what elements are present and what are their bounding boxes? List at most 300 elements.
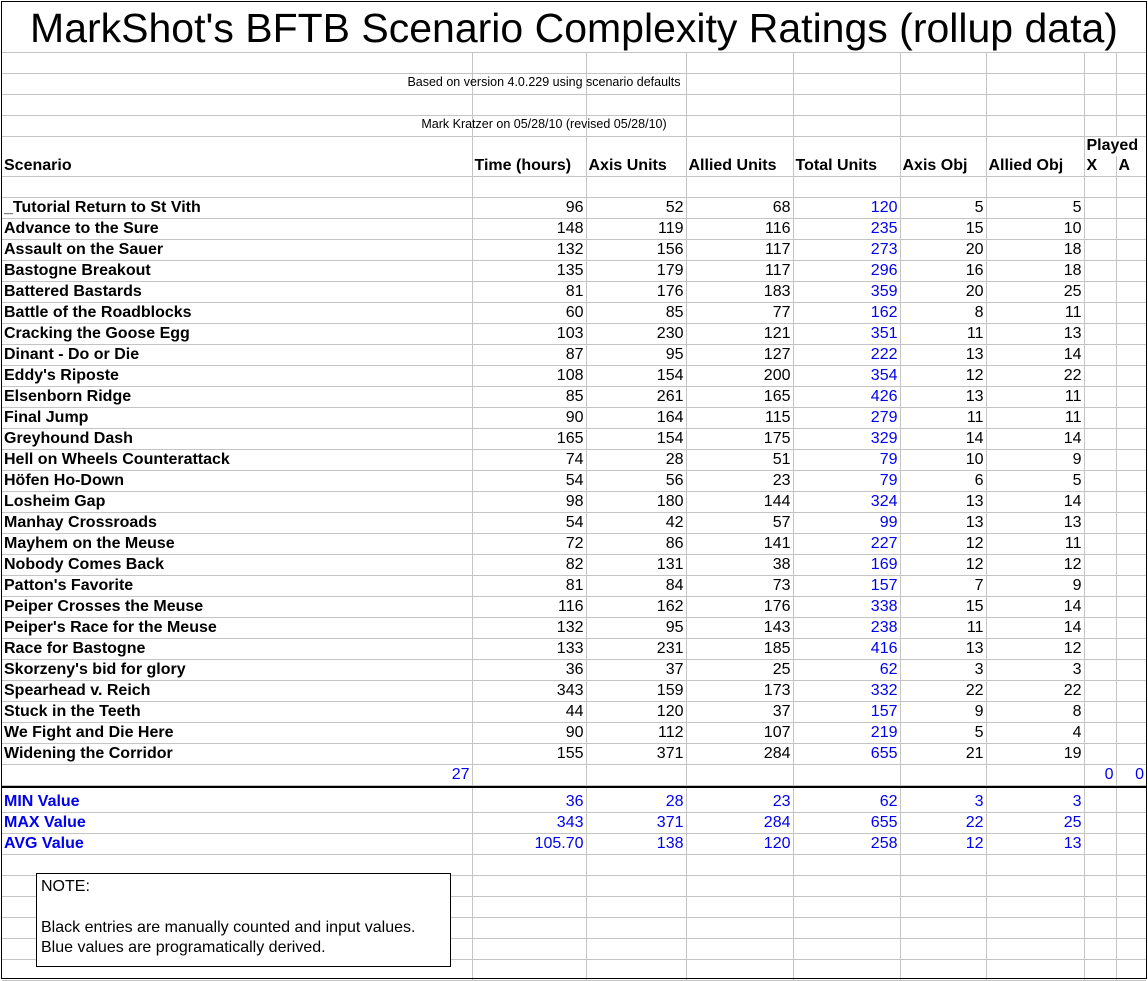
allied-units: 173	[686, 681, 793, 702]
played-a-cell	[1116, 555, 1146, 576]
empty-cell	[472, 959, 586, 980]
empty-cell	[686, 896, 793, 917]
axis-obj: 6	[900, 471, 986, 492]
allied-obj: 14	[986, 492, 1084, 513]
played-a-cell	[1116, 240, 1146, 261]
empty-cell	[2, 854, 472, 875]
time-hours: 155	[472, 744, 586, 765]
time-hours: 74	[472, 450, 586, 471]
empty-cell	[1116, 812, 1146, 833]
empty-cell	[793, 959, 900, 980]
axis-obj: 12	[900, 366, 986, 387]
axis-units: 95	[586, 618, 686, 639]
allied-units: 141	[686, 534, 793, 555]
allied-units: 165	[686, 387, 793, 408]
axis-units: 112	[586, 723, 686, 744]
played-a-cell	[1116, 324, 1146, 345]
total-units: 235	[793, 219, 900, 240]
header-total-units: Total Units	[793, 156, 900, 177]
stat-total-units: 655	[793, 812, 900, 833]
axis-obj: 12	[900, 534, 986, 555]
allied-obj: 8	[986, 702, 1084, 723]
allied-obj: 9	[986, 576, 1084, 597]
axis-units: 176	[586, 282, 686, 303]
scenario-name: Elsenborn Ridge	[2, 387, 472, 408]
stat-label: AVG Value	[2, 833, 472, 854]
table-row	[2, 366, 1146, 387]
stat-time: 343	[472, 812, 586, 833]
empty-cell	[686, 938, 793, 959]
table-row	[2, 576, 1146, 597]
total-units: 279	[793, 408, 900, 429]
empty-cell	[586, 875, 686, 896]
played-a-cell	[1116, 261, 1146, 282]
axis-obj: 13	[900, 387, 986, 408]
total-units: 655	[793, 744, 900, 765]
empty-cell	[586, 765, 686, 786]
axis-obj: 20	[900, 282, 986, 303]
axis-units: 180	[586, 492, 686, 513]
header-played-x: X	[1084, 156, 1116, 177]
played-x-cell	[1084, 387, 1116, 408]
axis-obj: 13	[900, 492, 986, 513]
time-hours: 54	[472, 513, 586, 534]
empty-cell	[1084, 854, 1116, 875]
allied-units: 175	[686, 429, 793, 450]
axis-obj: 5	[900, 198, 986, 219]
table-row	[2, 681, 1146, 702]
allied-units: 284	[686, 744, 793, 765]
stat-axis-obj: 22	[900, 812, 986, 833]
stat-label: MIN Value	[2, 792, 472, 813]
empty-cell	[793, 917, 900, 938]
empty-cell	[1116, 896, 1146, 917]
scenario-name: Cracking the Goose Egg	[2, 324, 472, 345]
axis-obj: 22	[900, 681, 986, 702]
axis-units: 162	[586, 597, 686, 618]
played-x-count: 0	[1084, 765, 1116, 786]
stats-row	[2, 792, 1146, 813]
allied-obj: 22	[986, 681, 1084, 702]
allied-obj: 5	[986, 198, 1084, 219]
total-units: 324	[793, 492, 900, 513]
stat-axis-obj: 12	[900, 833, 986, 854]
table-row	[2, 303, 1146, 324]
time-hours: 85	[472, 387, 586, 408]
axis-units: 154	[586, 429, 686, 450]
allied-units: 107	[686, 723, 793, 744]
axis-obj: 21	[900, 744, 986, 765]
stat-axis-units: 28	[586, 792, 686, 813]
table-row	[2, 555, 1146, 576]
played-x-cell	[1084, 450, 1116, 471]
played-a-cell	[1116, 744, 1146, 765]
played-x-cell	[1084, 345, 1116, 366]
author-line: Mark Kratzer on 05/28/10 (revised 05/28/10)	[421, 117, 667, 131]
empty-cell	[472, 875, 586, 896]
stats-separator	[1, 786, 1146, 788]
empty-cell	[986, 854, 1084, 875]
table-row	[2, 660, 1146, 681]
played-x-cell	[1084, 702, 1116, 723]
total-units: 169	[793, 555, 900, 576]
version-note: Based on version 4.0.229 using scenario defaults	[407, 75, 681, 89]
time-hours: 72	[472, 534, 586, 555]
empty-cell	[472, 765, 586, 786]
axis-obj: 20	[900, 240, 986, 261]
allied-units: 68	[686, 198, 793, 219]
allied-units: 115	[686, 408, 793, 429]
played-x-cell	[1084, 555, 1116, 576]
played-x-cell	[1084, 639, 1116, 660]
played-x-cell	[1084, 534, 1116, 555]
total-units: 99	[793, 513, 900, 534]
empty-cell	[686, 854, 793, 875]
played-x-cell	[1084, 597, 1116, 618]
table-row	[2, 240, 1146, 261]
allied-obj: 14	[986, 597, 1084, 618]
allied-units: 38	[686, 555, 793, 576]
table-row	[2, 744, 1146, 765]
sheet-title: MarkShot's BFTB Scenario Complexity Ratings (rollup data)	[30, 5, 1118, 51]
time-hours: 132	[472, 618, 586, 639]
axis-units: 85	[586, 303, 686, 324]
scenario-name: Bastogne Breakout	[2, 261, 472, 282]
empty-cell	[586, 938, 686, 959]
played-a-cell	[1116, 492, 1146, 513]
total-units: 219	[793, 723, 900, 744]
table-row	[2, 429, 1146, 450]
allied-units: 73	[686, 576, 793, 597]
allied-obj: 11	[986, 303, 1084, 324]
header-scenario: Scenario	[2, 156, 472, 177]
stat-allied-units: 284	[686, 812, 793, 833]
allied-obj: 22	[986, 366, 1084, 387]
table-row	[2, 618, 1146, 639]
table-row	[2, 471, 1146, 492]
empty-cell	[686, 765, 793, 786]
empty-cell	[686, 875, 793, 896]
empty-cell	[1084, 938, 1116, 959]
total-units: 120	[793, 198, 900, 219]
empty-cell	[1116, 938, 1146, 959]
empty-cell	[1084, 875, 1116, 896]
scenario-name: _Tutorial Return to St Vith	[2, 198, 472, 219]
scenario-name: Manhay Crossroads	[2, 513, 472, 534]
axis-obj: 15	[900, 219, 986, 240]
stat-allied-units: 120	[686, 833, 793, 854]
scenario-name: Spearhead v. Reich	[2, 681, 472, 702]
axis-units: 231	[586, 639, 686, 660]
empty-cell	[986, 765, 1084, 786]
total-units: 273	[793, 240, 900, 261]
scenario-name: Losheim Gap	[2, 492, 472, 513]
empty-cell	[1116, 875, 1146, 896]
scenario-name: Höfen Ho-Down	[2, 471, 472, 492]
table-row	[2, 492, 1146, 513]
scenario-name: Battle of the Roadblocks	[2, 303, 472, 324]
axis-units: 52	[586, 198, 686, 219]
total-units: 79	[793, 471, 900, 492]
axis-obj: 13	[900, 345, 986, 366]
axis-obj: 5	[900, 723, 986, 744]
header-time: Time (hours)	[472, 156, 586, 177]
time-hours: 108	[472, 366, 586, 387]
total-units: 359	[793, 282, 900, 303]
scenario-name: Eddy's Riposte	[2, 366, 472, 387]
played-a-cell	[1116, 387, 1146, 408]
stats-row	[2, 833, 1146, 854]
played-a-cell	[1116, 681, 1146, 702]
table-row	[2, 513, 1146, 534]
played-a-cell	[1116, 723, 1146, 744]
allied-obj: 11	[986, 534, 1084, 555]
time-hours: 81	[472, 282, 586, 303]
axis-units: 371	[586, 744, 686, 765]
empty-cell	[472, 896, 586, 917]
played-x-cell	[1084, 366, 1116, 387]
scenario-name: Stuck in the Teeth	[2, 702, 472, 723]
empty-cell	[986, 875, 1084, 896]
played-a-cell	[1116, 429, 1146, 450]
empty-cell	[1084, 833, 1116, 854]
empty-cell	[586, 896, 686, 917]
played-a-cell	[1116, 282, 1146, 303]
allied-obj: 14	[986, 429, 1084, 450]
time-hours: 103	[472, 324, 586, 345]
allied-units: 37	[686, 702, 793, 723]
axis-units: 86	[586, 534, 686, 555]
played-a-cell	[1116, 345, 1146, 366]
axis-units: 131	[586, 555, 686, 576]
axis-obj: 8	[900, 303, 986, 324]
empty-cell	[686, 959, 793, 980]
axis-units: 230	[586, 324, 686, 345]
axis-obj: 7	[900, 576, 986, 597]
time-hours: 133	[472, 639, 586, 660]
total-units: 296	[793, 261, 900, 282]
time-hours: 148	[472, 219, 586, 240]
stat-allied-obj: 25	[986, 812, 1084, 833]
scenario-count: 27	[2, 765, 472, 786]
time-hours: 96	[472, 198, 586, 219]
axis-obj: 16	[900, 261, 986, 282]
total-units: 162	[793, 303, 900, 324]
empty-cell	[1116, 917, 1146, 938]
stat-total-units: 62	[793, 792, 900, 813]
allied-units: 143	[686, 618, 793, 639]
table-row	[2, 261, 1146, 282]
allied-obj: 3	[986, 660, 1084, 681]
played-a-cell	[1116, 660, 1146, 681]
axis-units: 28	[586, 450, 686, 471]
empty-cell	[900, 938, 986, 959]
played-a-cell	[1116, 198, 1146, 219]
total-units: 157	[793, 702, 900, 723]
played-x-cell	[1084, 618, 1116, 639]
scenario-name: Advance to the Sure	[2, 219, 472, 240]
played-x-cell	[1084, 681, 1116, 702]
time-hours: 87	[472, 345, 586, 366]
played-x-cell	[1084, 660, 1116, 681]
time-hours: 90	[472, 408, 586, 429]
played-a-cell	[1116, 597, 1146, 618]
time-hours: 44	[472, 702, 586, 723]
axis-units: 261	[586, 387, 686, 408]
axis-obj: 11	[900, 408, 986, 429]
allied-units: 23	[686, 471, 793, 492]
header-played-a: A	[1116, 156, 1146, 177]
allied-units: 25	[686, 660, 793, 681]
allied-obj: 12	[986, 639, 1084, 660]
scenario-name: Patton's Favorite	[2, 576, 472, 597]
stat-axis-obj: 3	[900, 792, 986, 813]
total-units: 329	[793, 429, 900, 450]
allied-units: 127	[686, 345, 793, 366]
stat-allied-units: 23	[686, 792, 793, 813]
note-heading: NOTE:	[41, 878, 90, 895]
axis-units: 56	[586, 471, 686, 492]
axis-units: 164	[586, 408, 686, 429]
table-row	[2, 219, 1146, 240]
total-units: 354	[793, 366, 900, 387]
played-x-cell	[1084, 324, 1116, 345]
allied-units: 116	[686, 219, 793, 240]
table-row	[2, 723, 1146, 744]
stat-axis-units: 138	[586, 833, 686, 854]
time-hours: 82	[472, 555, 586, 576]
empty-cell	[1116, 854, 1146, 875]
played-a-cell	[1116, 576, 1146, 597]
allied-obj: 14	[986, 618, 1084, 639]
table-row	[2, 198, 1146, 219]
played-a-cell	[1116, 366, 1146, 387]
scenario-name: Peiper Crosses the Meuse	[2, 597, 472, 618]
table-row	[2, 387, 1146, 408]
stat-allied-obj: 13	[986, 833, 1084, 854]
played-a-cell	[1116, 303, 1146, 324]
allied-obj: 11	[986, 387, 1084, 408]
played-a-cell	[1116, 219, 1146, 240]
played-x-cell	[1084, 723, 1116, 744]
played-a-cell	[1116, 471, 1146, 492]
total-units: 222	[793, 345, 900, 366]
played-x-cell	[1084, 219, 1116, 240]
played-a-cell	[1116, 408, 1146, 429]
note-line-2: Blue values are programatically derived.	[41, 939, 326, 956]
played-x-cell	[1084, 429, 1116, 450]
time-hours: 116	[472, 597, 586, 618]
allied-obj: 14	[986, 345, 1084, 366]
filler-row	[2, 854, 1146, 875]
header-allied-obj: Allied Obj	[986, 156, 1084, 177]
table-row	[2, 345, 1146, 366]
time-hours: 98	[472, 492, 586, 513]
scenario-name: Final Jump	[2, 408, 472, 429]
allied-units: 117	[686, 240, 793, 261]
empty-cell	[1116, 959, 1146, 980]
played-a-cell	[1116, 534, 1146, 555]
allied-obj: 10	[986, 219, 1084, 240]
allied-units: 185	[686, 639, 793, 660]
stat-label: MAX Value	[2, 812, 472, 833]
played-a-cell	[1116, 618, 1146, 639]
scenario-table	[2, 136, 1146, 981]
time-hours: 135	[472, 261, 586, 282]
empty-cell	[900, 917, 986, 938]
axis-obj: 14	[900, 429, 986, 450]
total-units: 62	[793, 660, 900, 681]
empty-cell	[472, 938, 586, 959]
played-a-cell	[1116, 639, 1146, 660]
played-a-cell	[1116, 450, 1146, 471]
axis-obj: 10	[900, 450, 986, 471]
empty-cell	[686, 917, 793, 938]
empty-cell	[900, 875, 986, 896]
table-row	[2, 534, 1146, 555]
empty-cell	[793, 765, 900, 786]
empty-cell	[1116, 792, 1146, 813]
empty-cell	[900, 896, 986, 917]
table-row	[2, 639, 1146, 660]
empty-cell	[900, 765, 986, 786]
axis-units: 120	[586, 702, 686, 723]
note-box	[36, 873, 451, 967]
empty-cell	[900, 959, 986, 980]
allied-obj: 5	[986, 471, 1084, 492]
header-allied-units: Allied Units	[686, 156, 793, 177]
axis-units: 159	[586, 681, 686, 702]
total-units: 338	[793, 597, 900, 618]
scenario-name: Battered Bastards	[2, 282, 472, 303]
empty-cell	[986, 959, 1084, 980]
stats-row	[2, 812, 1146, 833]
total-units: 426	[793, 387, 900, 408]
time-hours: 60	[472, 303, 586, 324]
scenario-name: Skorzeny's bid for glory	[2, 660, 472, 681]
empty-cell	[793, 896, 900, 917]
played-a-count: 0	[1116, 765, 1146, 786]
played-a-cell	[1116, 702, 1146, 723]
empty-cell	[793, 938, 900, 959]
allied-obj: 12	[986, 555, 1084, 576]
note-line-1: Black entries are manually counted and input values.	[41, 919, 416, 936]
axis-obj: 3	[900, 660, 986, 681]
axis-units: 95	[586, 345, 686, 366]
scenario-name: Greyhound Dash	[2, 429, 472, 450]
empty-cell	[1084, 812, 1116, 833]
table-row	[2, 408, 1146, 429]
stat-axis-units: 371	[586, 812, 686, 833]
scenario-name: Widening the Corridor	[2, 744, 472, 765]
allied-obj: 25	[986, 282, 1084, 303]
axis-obj: 15	[900, 597, 986, 618]
allied-units: 121	[686, 324, 793, 345]
time-hours: 54	[472, 471, 586, 492]
scenario-name: Hell on Wheels Counterattack	[2, 450, 472, 471]
stat-total-units: 258	[793, 833, 900, 854]
table-row	[2, 702, 1146, 723]
played-x-cell	[1084, 198, 1116, 219]
scenario-name: Nobody Comes Back	[2, 555, 472, 576]
time-hours: 90	[472, 723, 586, 744]
empty-cell	[586, 959, 686, 980]
scenario-name: Peiper's Race for the Meuse	[2, 618, 472, 639]
empty-cell	[793, 854, 900, 875]
empty-cell	[1084, 959, 1116, 980]
empty-cell	[986, 938, 1084, 959]
allied-units: 176	[686, 597, 793, 618]
